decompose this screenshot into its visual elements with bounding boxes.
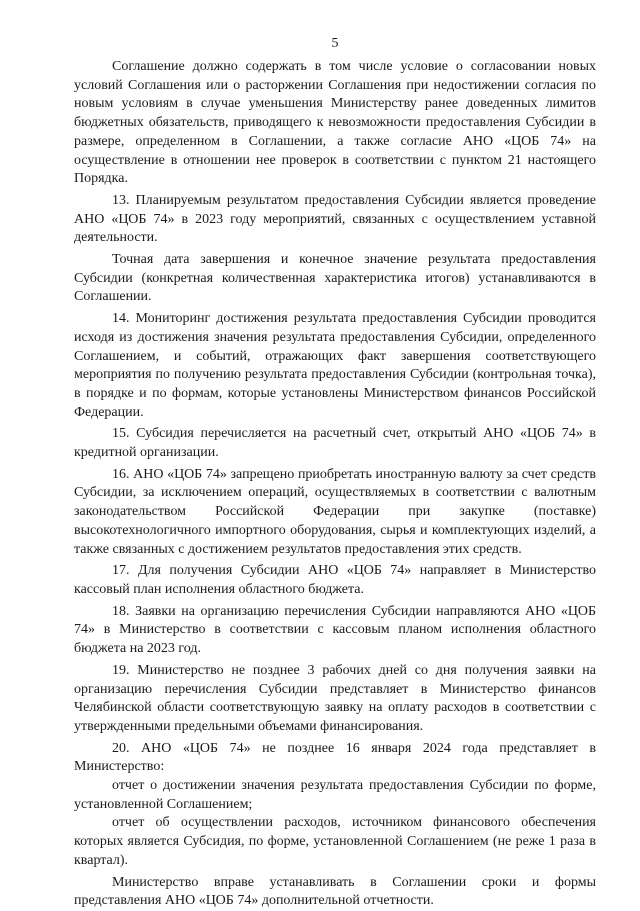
paragraph-additional-reporting: Министерство вправе устанавливать в Соглашении сроки и формы представления АНО «ЦОБ 74» дополнительной отчетности. [74, 874, 596, 909]
paragraph-item-17: 17. Для получения Субсидии АНО «ЦОБ 74» направляет в Министерство кассовый план исполнения областного бюджета. [74, 563, 596, 597]
paragraph-item-19: 19. Министерство не позднее 3 рабочих дней со дня получения заявки на организацию перечисления Субсидии представляет в Министерство финансов Челябинской области соответствующую заявку на оплату расходов в соответствии с утвержденными предельными объемами финансирования. [74, 662, 596, 734]
document-page [74, 34, 596, 911]
paragraph-result-date: Точная дата завершения и конечное значение результата предоставления Субсидии (конкретная количественная характеристика итогов) устанавливаются в Соглашении. [74, 252, 596, 305]
paragraph-item-18: 18. Заявки на организацию перечисления Субсидии направляются АНО «ЦОБ 74» в Министерство в соответствии с кассовым планом исполнения областного бюджета на 2023 год. [74, 603, 596, 657]
paragraph-report-result: отчет о достижении значения результата предоставления Субсидии по форме, установленной Соглашением; [74, 778, 596, 812]
paragraph-item-16: 16. АНО «ЦОБ 74» запрещено приобретать иностранную валюту за счет средств Субсидии, за исключением операций, осуществляемых в соответствии с валютным законодательством Российской Федерации при закупке (поставке) высокотехнологичного импортного оборудования, сырья и комплектующих изделий, а также связанных с достижением результатов предоставления этих средств. [74, 466, 596, 557]
paragraph-item-15: 15. Субсидия перечисляется на расчетный счет, открытый АНО «ЦОБ 74» в кредитной организации. [74, 426, 596, 461]
page-number: 5 [331, 36, 339, 51]
paragraph-report-expenses: отчет об осуществлении расходов, источником финансового обеспечения которых является Субсидия, по форме, установленной Соглашением (не реже 1 раза в квартал). [74, 815, 596, 868]
paragraph-item-14: 14. Мониторинг достижения результата предоставления Субсидии проводится исходя из достижения значения результата предоставления Субсидии, определенного Соглашением, и событий, отражающих факт завершения соответствующего мероприятия по получению результата предоставления Субсидии (контрольная точка), в порядке и по формам, которые установлены Министерством финансов Российской Федерации. [74, 311, 596, 420]
paragraph-item-20: 20. АНО «ЦОБ 74» не позднее 16 января 2024 года представляет в Министерство: [74, 740, 596, 775]
paragraph-agreement-conditions: Соглашение должно содержать в том числе условие о согласовании новых условий Соглашения или о расторжении Соглашения при недостижении согласия по новым условиям в случае уменьшения Министерству ранее доведенных лимитов бюджетных обязательств, приводящего к невозможности предоставления Субсидии в размере, определенном в Соглашении, а также согласие АНО «ЦОБ 74» на осуществление в отношении нее проверок в соответствии с пунктом 21 настоящего Порядка. [74, 59, 596, 187]
paragraph-item-13: 13. Планируемым результатом предоставления Субсидии является проведение АНО «ЦОБ 74» в 2023 году мероприятий, связанных с осуществлением уставной деятельности. [74, 192, 596, 246]
